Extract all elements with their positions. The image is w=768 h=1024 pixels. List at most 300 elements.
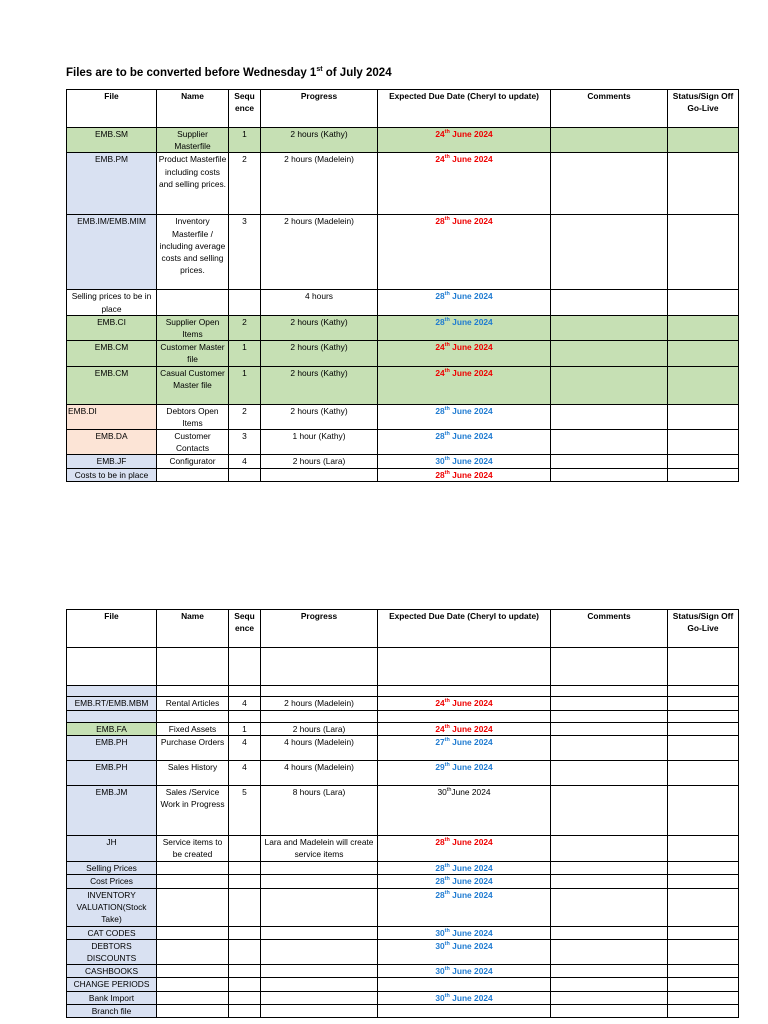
name-cell	[157, 290, 229, 315]
sequence-cell: 1	[229, 128, 261, 153]
table-row	[67, 736, 739, 761]
name-cell	[157, 711, 229, 723]
sequence-cell	[229, 836, 261, 862]
name-cell: Configurator	[157, 455, 229, 468]
file-cell: Selling prices to be in place	[67, 290, 157, 315]
sequence-cell: 2	[229, 153, 261, 215]
due-month-year: June 2024	[449, 724, 493, 734]
due-day: 24	[435, 724, 445, 734]
name-cell: Supplier Masterfile	[157, 128, 229, 153]
due-day: 28	[435, 889, 445, 900]
sequence-cell	[229, 1004, 261, 1017]
table-row	[67, 711, 739, 723]
sequence-cell: 3	[229, 215, 261, 290]
due-month-year: June 2024	[449, 367, 493, 378]
sequence-cell: 1	[229, 366, 261, 404]
due-ordinal: th	[444, 367, 450, 374]
comments-cell	[551, 978, 668, 991]
comments-cell	[551, 862, 668, 875]
status-cell	[668, 723, 739, 736]
name-cell: Supplier Open Items	[157, 315, 229, 340]
table-header-row	[67, 610, 739, 648]
status-cell	[668, 786, 739, 836]
due-date-cell	[378, 978, 551, 991]
progress-cell: 2 hours (Kathy)	[261, 341, 378, 366]
header-comments: Comments	[551, 610, 668, 648]
sequence-cell	[229, 711, 261, 723]
sequence-cell	[229, 965, 261, 978]
due-date-cell	[378, 875, 551, 888]
file-cell: EMB.CI	[67, 315, 157, 340]
progress-cell	[261, 939, 378, 964]
status-cell	[668, 862, 739, 875]
due-month-year: June 2024	[449, 876, 493, 887]
table-row	[67, 965, 739, 978]
due-date-cell	[378, 290, 551, 315]
sequence-cell: 2	[229, 315, 261, 340]
due-day: 24	[435, 129, 445, 139]
due-date-cell	[378, 926, 551, 939]
progress-cell	[261, 686, 378, 697]
header-file: File	[67, 90, 157, 128]
file-cell: CASHBOOKS	[67, 965, 157, 978]
due-month-year: June 2024	[449, 889, 493, 900]
comments-cell	[551, 468, 668, 481]
due-month-year: June 2024	[449, 966, 493, 977]
table-row	[67, 723, 739, 736]
due-day: 29	[435, 762, 445, 773]
name-cell: Product Masterfile including costs and selling prices.	[157, 153, 229, 215]
table-row	[67, 468, 739, 481]
status-cell	[668, 697, 739, 711]
file-cell: EMB.CM	[67, 341, 157, 366]
due-ordinal: th	[444, 876, 450, 883]
progress-cell: 1 hour (Kathy)	[261, 430, 378, 455]
due-day: 30	[435, 992, 445, 1003]
comments-cell	[551, 430, 668, 455]
conversion-table	[66, 89, 739, 482]
progress-cell	[261, 875, 378, 888]
due-month-year: June 2024	[449, 456, 493, 467]
due-date-cell	[378, 468, 551, 481]
due-day: 24	[435, 342, 445, 353]
progress-cell	[261, 888, 378, 926]
progress-cell	[261, 926, 378, 939]
status-cell	[668, 128, 739, 153]
file-cell: EMB.JM	[67, 786, 157, 836]
due-ordinal: th	[444, 927, 450, 934]
due-day: 28	[435, 405, 445, 416]
file-cell: EMB.SM	[67, 128, 157, 153]
header-due-date: Expected Due Date (Cheryl to update)	[378, 90, 551, 128]
sequence-cell	[229, 991, 261, 1004]
due-date-cell	[378, 723, 551, 736]
table-row	[67, 315, 739, 340]
table-row	[67, 128, 739, 153]
due-date-cell	[378, 648, 551, 686]
due-day: 28	[435, 469, 445, 480]
due-ordinal: th	[444, 737, 450, 744]
due-day: 28	[435, 863, 445, 874]
comments-cell	[551, 455, 668, 468]
comments-cell	[551, 1004, 668, 1017]
status-cell	[668, 468, 739, 481]
table-row	[67, 836, 739, 862]
due-month-year: June 2024	[449, 154, 493, 165]
file-cell: Costs to be in place	[67, 468, 157, 481]
status-cell	[668, 215, 739, 290]
table-row	[67, 341, 739, 366]
due-month-year: June 2024	[449, 863, 493, 874]
progress-cell	[261, 965, 378, 978]
status-cell	[668, 455, 739, 468]
due-ordinal: th	[444, 941, 450, 948]
file-cell: EMB.JF	[67, 455, 157, 468]
name-cell	[157, 965, 229, 978]
progress-cell	[261, 991, 378, 1004]
due-date-cell	[378, 786, 551, 836]
page-title-suffix: of July 2024	[322, 66, 392, 79]
progress-cell: 4 hours (Madelein)	[261, 736, 378, 761]
table-row	[67, 686, 739, 697]
due-month-year: June 2024	[449, 837, 493, 848]
name-cell: Customer Contacts	[157, 430, 229, 455]
status-cell	[668, 761, 739, 786]
header-due-date: Expected Due Date (Cheryl to update)	[378, 610, 551, 648]
header-progress: Progress	[261, 610, 378, 648]
progress-cell	[261, 862, 378, 875]
due-date-cell	[378, 991, 551, 1004]
file-cell: Selling Prices	[67, 862, 157, 875]
comments-cell	[551, 991, 668, 1004]
status-cell	[668, 341, 739, 366]
table-row	[67, 978, 739, 991]
due-date-cell	[378, 455, 551, 468]
due-ordinal: th	[444, 966, 450, 973]
status-cell	[668, 836, 739, 862]
header-file: File	[67, 610, 157, 648]
comments-cell	[551, 128, 668, 153]
status-cell	[668, 315, 739, 340]
sequence-cell	[229, 939, 261, 964]
comments-cell	[551, 315, 668, 340]
header-comments: Comments	[551, 90, 668, 128]
name-cell	[157, 939, 229, 964]
comments-cell	[551, 939, 668, 964]
comments-cell	[551, 926, 668, 939]
progress-cell	[261, 468, 378, 481]
due-ordinal: th	[444, 863, 450, 870]
table-row	[67, 888, 739, 926]
file-cell: Cost Prices	[67, 875, 157, 888]
name-cell: Debtors Open Items	[157, 404, 229, 429]
comments-cell	[551, 215, 668, 290]
due-date-cell	[378, 862, 551, 875]
due-date-cell	[378, 939, 551, 964]
due-ordinal: th	[444, 291, 450, 298]
status-cell	[668, 648, 739, 686]
progress-cell: 4 hours	[261, 290, 378, 315]
due-ordinal: th	[444, 317, 450, 324]
progress-cell	[261, 978, 378, 991]
file-cell: JH	[67, 836, 157, 862]
comments-cell	[551, 404, 668, 429]
due-ordinal: th	[444, 698, 450, 705]
table-row	[67, 862, 739, 875]
status-cell	[668, 888, 739, 926]
due-date-cell	[378, 965, 551, 978]
comments-cell	[551, 341, 668, 366]
due-day: 24	[435, 698, 445, 708]
due-month-year: June 2024	[449, 927, 493, 938]
comments-cell	[551, 786, 668, 836]
due-month-year: June 2024	[451, 787, 491, 798]
due-day: 30	[435, 456, 445, 467]
due-month-year: June 2024	[449, 291, 493, 302]
status-cell	[668, 965, 739, 978]
progress-cell	[261, 1004, 378, 1017]
table-row	[67, 761, 739, 786]
due-day: 28	[435, 316, 445, 327]
table-row	[67, 926, 739, 939]
due-ordinal: th	[444, 342, 450, 349]
header-progress: Progress	[261, 90, 378, 128]
status-cell	[668, 991, 739, 1004]
due-month-year: June 2024	[449, 405, 493, 416]
progress-cell: 2 hours (Kathy)	[261, 366, 378, 404]
name-cell: Fixed Assets	[157, 723, 229, 736]
file-cell	[67, 648, 157, 686]
comments-cell	[551, 836, 668, 862]
progress-cell: 2 hours (Lara)	[261, 455, 378, 468]
due-date-cell	[378, 366, 551, 404]
file-cell: Bank Import	[67, 991, 157, 1004]
file-cell: DEBTORS DISCOUNTS	[67, 939, 157, 964]
name-cell	[157, 686, 229, 697]
file-cell: EMB.RT/EMB.MBM	[67, 697, 157, 711]
due-month-year: June 2024	[449, 316, 493, 327]
due-month-year: June 2024	[449, 342, 493, 353]
due-ordinal: th	[444, 431, 450, 438]
progress-cell: Lara and Madelein will create service items	[261, 836, 378, 862]
due-ordinal: th	[444, 837, 450, 844]
table-row	[67, 215, 739, 290]
due-ordinal: th	[444, 992, 450, 999]
comments-cell	[551, 711, 668, 723]
name-cell: Sales /Service Work in Progress	[157, 786, 229, 836]
progress-cell: 2 hours (Kathy)	[261, 404, 378, 429]
status-cell	[668, 153, 739, 215]
due-month-year: June 2024	[449, 129, 493, 139]
name-cell	[157, 888, 229, 926]
status-cell	[668, 1004, 739, 1017]
due-date-cell	[378, 888, 551, 926]
due-date-cell	[378, 761, 551, 786]
table-row	[67, 648, 739, 686]
name-cell	[157, 648, 229, 686]
header-sequence: Sequ ence	[229, 610, 261, 648]
name-cell	[157, 875, 229, 888]
name-cell: Rental Articles	[157, 697, 229, 711]
table-row	[67, 939, 739, 964]
sequence-cell	[229, 978, 261, 991]
sequence-cell: 4	[229, 761, 261, 786]
due-month-year: June 2024	[449, 737, 493, 748]
due-day: 28	[435, 837, 445, 848]
due-ordinal: th	[446, 787, 452, 794]
due-date-cell	[378, 686, 551, 697]
due-day: 28	[435, 291, 445, 302]
progress-cell: 2 hours (Kathy)	[261, 128, 378, 153]
name-cell	[157, 978, 229, 991]
header-name: Name	[157, 610, 229, 648]
comments-cell	[551, 697, 668, 711]
due-day: 30	[435, 940, 445, 951]
sequence-cell	[229, 686, 261, 697]
file-cell: EMB.DA	[67, 430, 157, 455]
name-cell	[157, 468, 229, 481]
file-cell: EMB.CM	[67, 366, 157, 404]
file-cell: CHANGE PERIODS	[67, 978, 157, 991]
table-row	[67, 430, 739, 455]
table-row	[67, 991, 739, 1004]
due-day: 27	[435, 737, 445, 748]
due-day: 28	[435, 216, 445, 227]
progress-cell: 2 hours (Madelein)	[261, 215, 378, 290]
due-month-year: June 2024	[449, 992, 493, 1003]
progress-cell: 2 hours (Lara)	[261, 723, 378, 736]
status-cell	[668, 686, 739, 697]
comments-cell	[551, 153, 668, 215]
due-month-year: June 2024	[449, 469, 493, 480]
table-row	[67, 875, 739, 888]
sequence-cell	[229, 875, 261, 888]
table-row	[67, 153, 739, 215]
progress-cell: 2 hours (Madelein)	[261, 697, 378, 711]
file-cell: EMB.IM/EMB.MIM	[67, 215, 157, 290]
table-row	[67, 290, 739, 315]
table-row	[67, 404, 739, 429]
sequence-cell	[229, 888, 261, 926]
page-title-ordinal: st	[316, 66, 323, 73]
status-cell	[668, 978, 739, 991]
name-cell	[157, 926, 229, 939]
status-cell	[668, 366, 739, 404]
due-date-cell	[378, 697, 551, 711]
comments-cell	[551, 888, 668, 926]
name-cell	[157, 991, 229, 1004]
name-cell: Casual Customer Master file	[157, 366, 229, 404]
comments-cell	[551, 736, 668, 761]
progress-cell: 8 hours (Lara)	[261, 786, 378, 836]
name-cell: Inventory Masterfile / including average costs and selling prices.	[157, 215, 229, 290]
sequence-cell: 4	[229, 455, 261, 468]
conversion-table-2	[66, 609, 739, 1018]
due-ordinal: th	[444, 469, 450, 476]
name-cell	[157, 862, 229, 875]
due-date-cell	[378, 404, 551, 429]
due-date-cell	[378, 711, 551, 723]
sequence-cell: 1	[229, 723, 261, 736]
sequence-cell: 1	[229, 341, 261, 366]
page-title-text: Files are to be converted before Wednesday 1	[66, 66, 317, 79]
header-status: Status/Sign Off Go-Live	[668, 610, 739, 648]
sequence-cell	[229, 468, 261, 481]
table-row	[67, 366, 739, 404]
due-month-year: June 2024	[449, 940, 493, 951]
progress-cell: 2 hours (Madelein)	[261, 153, 378, 215]
sequence-cell	[229, 648, 261, 686]
due-month-year: June 2024	[449, 216, 493, 227]
due-day: 30	[435, 966, 445, 977]
progress-cell	[261, 648, 378, 686]
file-cell: EMB.DI	[67, 404, 157, 429]
due-date-cell	[378, 836, 551, 862]
comments-cell	[551, 290, 668, 315]
sequence-cell: 5	[229, 786, 261, 836]
sequence-cell: 2	[229, 404, 261, 429]
due-ordinal: th	[444, 889, 450, 896]
due-day: 28	[435, 876, 445, 887]
due-ordinal: th	[444, 724, 450, 731]
sequence-cell	[229, 926, 261, 939]
name-cell: Service items to be created	[157, 836, 229, 862]
due-day: 28	[435, 431, 445, 442]
due-date-cell	[378, 153, 551, 215]
comments-cell	[551, 366, 668, 404]
due-date-cell	[378, 128, 551, 153]
progress-cell: 2 hours (Kathy)	[261, 315, 378, 340]
sequence-cell: 3	[229, 430, 261, 455]
due-month-year: June 2024	[449, 698, 493, 708]
name-cell	[157, 1004, 229, 1017]
progress-cell	[261, 711, 378, 723]
due-ordinal: th	[444, 762, 450, 769]
file-cell: EMB.FA	[67, 723, 157, 736]
page-title	[66, 66, 392, 79]
file-cell	[67, 686, 157, 697]
header-status: Status/Sign Off Go-Live	[668, 90, 739, 128]
due-date-cell	[378, 736, 551, 761]
comments-cell	[551, 648, 668, 686]
comments-cell	[551, 723, 668, 736]
due-date-cell	[378, 315, 551, 340]
due-date-cell	[378, 1004, 551, 1017]
file-cell: EMB.PM	[67, 153, 157, 215]
status-cell	[668, 404, 739, 429]
comments-cell	[551, 686, 668, 697]
table-header-row	[67, 90, 739, 128]
sequence-cell: 4	[229, 697, 261, 711]
file-cell	[67, 711, 157, 723]
due-day: 30	[435, 927, 445, 938]
comments-cell	[551, 875, 668, 888]
progress-cell: 4 hours (Madelein)	[261, 761, 378, 786]
due-ordinal: th	[444, 456, 450, 463]
due-day: 24	[435, 154, 445, 165]
table-row	[67, 1004, 739, 1017]
file-cell: CAT CODES	[67, 926, 157, 939]
due-date-cell	[378, 430, 551, 455]
table-row	[67, 455, 739, 468]
comments-cell	[551, 761, 668, 786]
file-cell: INVENTORY VALUATION(Stock Take)	[67, 888, 157, 926]
file-cell: EMB.PH	[67, 761, 157, 786]
due-month-year: June 2024	[449, 431, 493, 442]
status-cell	[668, 926, 739, 939]
due-day: 24	[435, 367, 445, 378]
due-day: 30	[437, 787, 447, 798]
